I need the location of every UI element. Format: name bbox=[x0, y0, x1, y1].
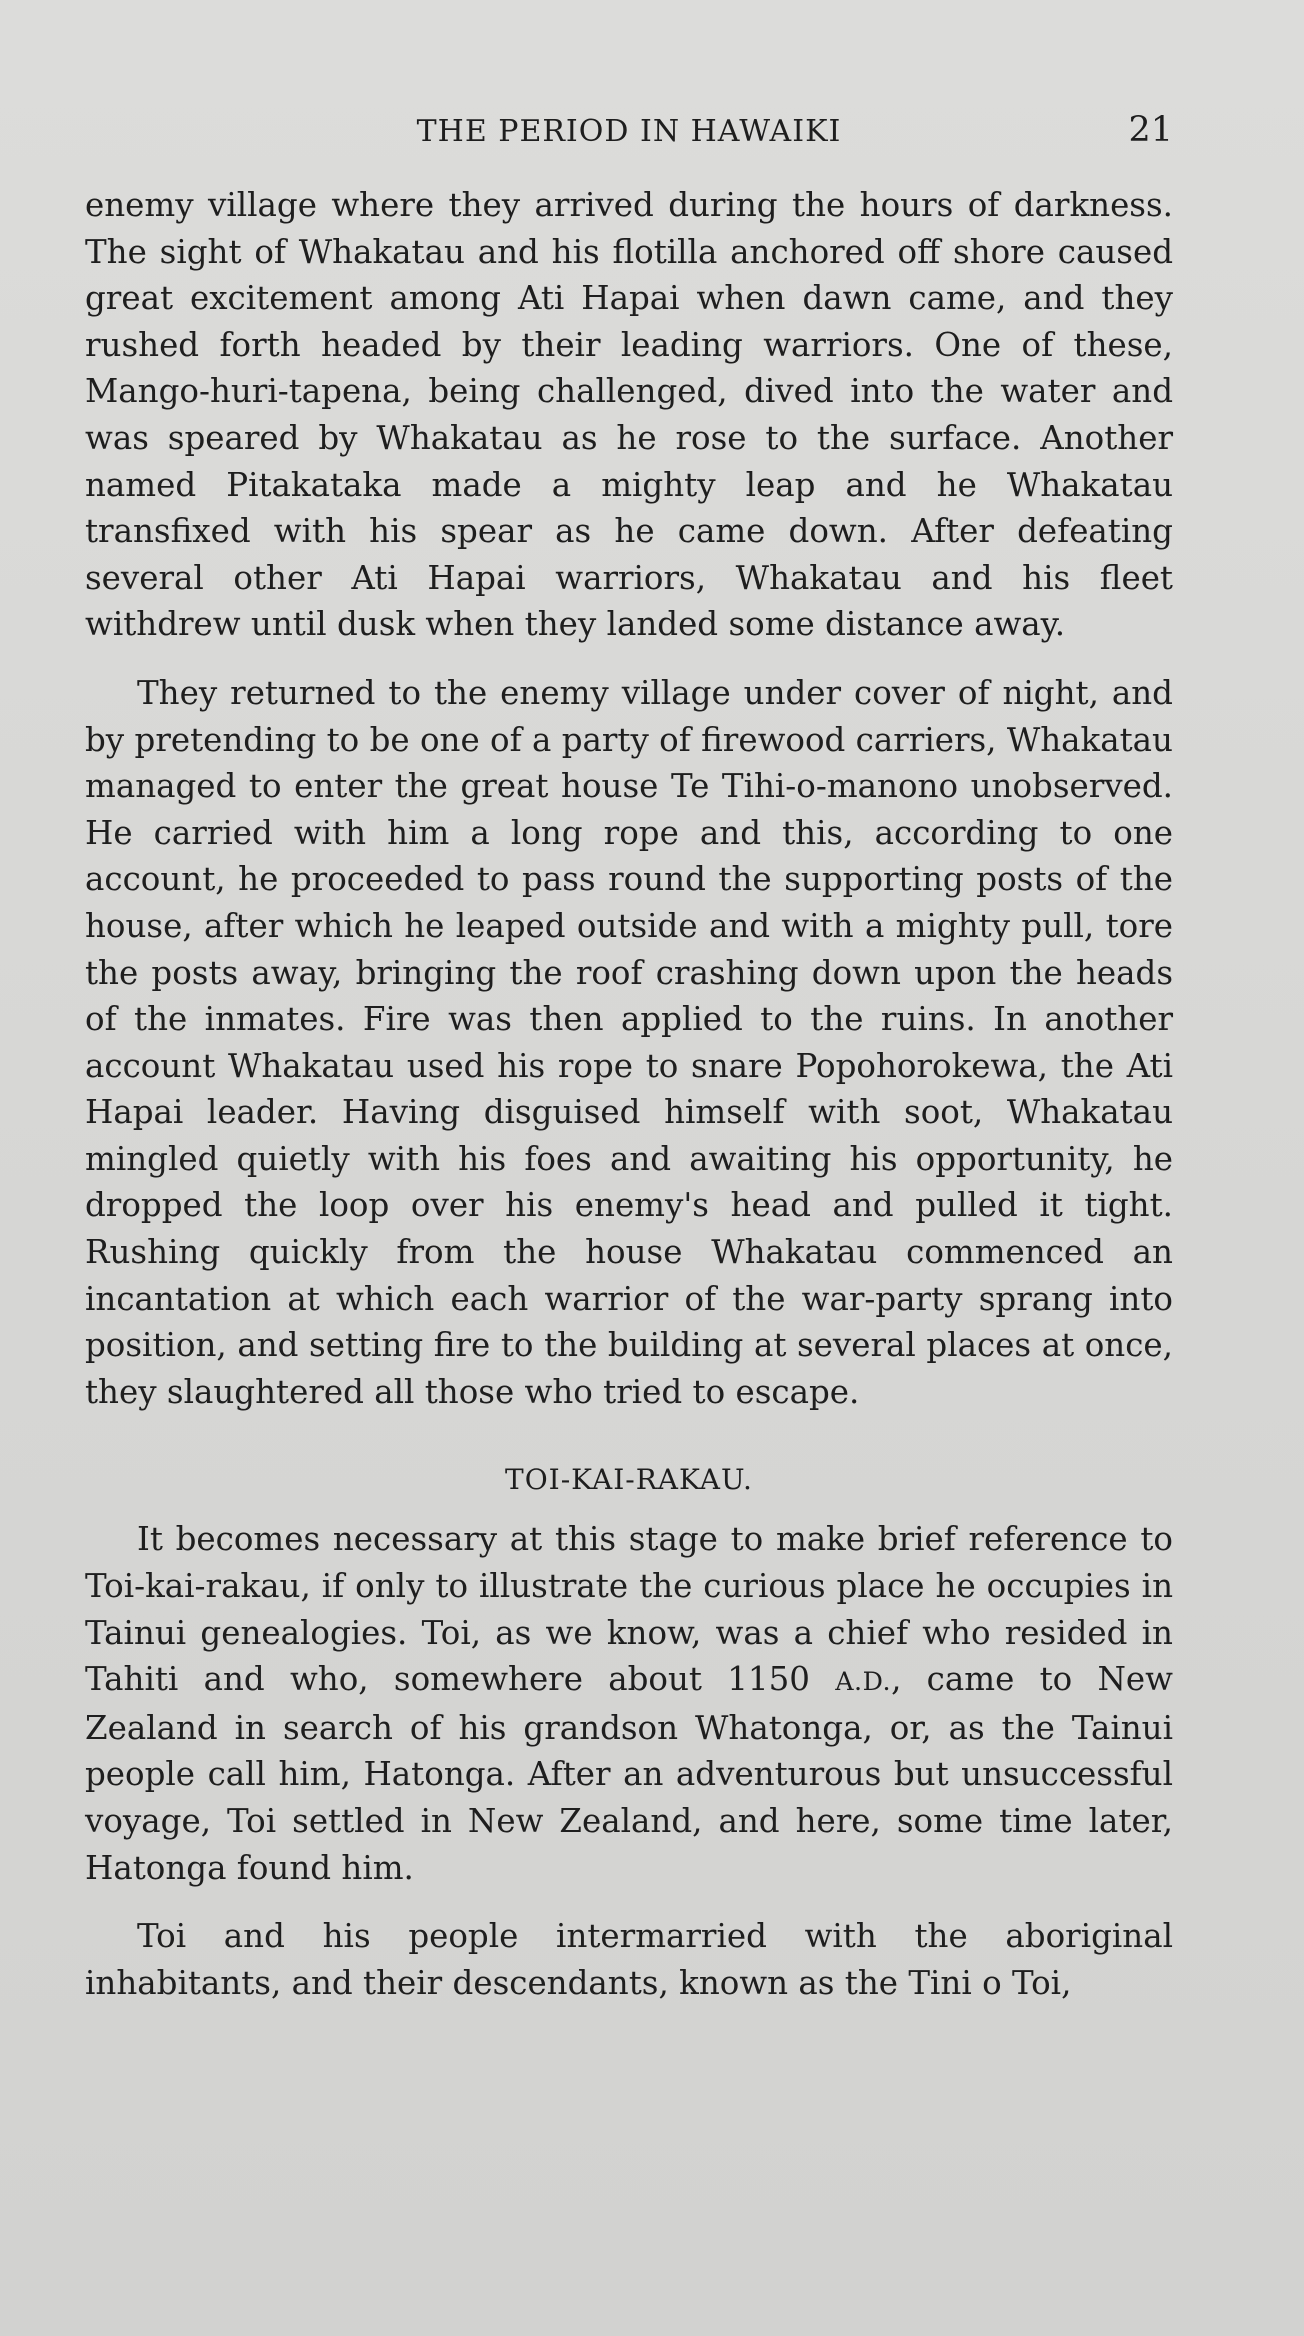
paragraph-toi-intro-part1: It becomes necessary at this stage to make brief reference to Toi-kai-rakau, if only to illustrate the curious place he occupies in Tainui genealogies. Toi, as we know, was a chief who resided in Tahiti and who, somewhere about 1150 bbox=[85, 1520, 1173, 1699]
running-title: THE PERIOD IN HAWAIKI bbox=[416, 114, 842, 149]
paragraph-toi-intermarried: Toi and his people intermarried with the aboriginal inhabitants, and their descendants, known as the Tini o Toi, bbox=[85, 1917, 1173, 2002]
section-heading-toi-kai-rakau: TOI-KAI-RAKAU. bbox=[505, 1463, 753, 1497]
running-head bbox=[85, 100, 1173, 160]
page-number: 21 bbox=[1128, 110, 1173, 150]
paragraph-whakatau-returns: They returned to the enemy village under cover of night, and by pretending to be one of a party of firewood carriers, Whakatau managed to enter the great house Te Tihi-o-manono unobserved. He carried with him a long rope and this, according to one account, he proceeded to pass round the supporting posts of the house, after which he leaped outside and with a mighty pull, tore the posts away, bringing the roof crashing down upon the heads of the inmates. Fire was then applied to the ruins. In another account Whakatau used his rope to snare Popohorokewa, the Ati Hapai leader. Having disguised himself with soot, Whakatau mingled quietly with his foes and awaiting his opportunity, he dropped the loop over his enemy's head and pulled it tight. Rushing quickly from the house Whakatau commenced an incantation at which each warrior of the war-party sprang into position, and setting fire to the building at several places at once, they slaughtered all those who tried to escape. bbox=[85, 673, 1173, 1411]
paragraph-toi-intro bbox=[85, 1516, 1173, 1891]
era-abbreviation: A.D. bbox=[835, 1666, 892, 1697]
paragraph-toi-intro-part2: , came to New Zealand in search of his grandson Whatonga, or, as the Tainui people call him, Hatonga. After an adventurous but unsuccessful voyage, Toi settled in New Zealand, and here, some time later, Hatonga found him. bbox=[85, 1660, 1173, 1887]
paragraph-continued: enemy village where they arrived during the hours of darkness. The sight of Whakatau and his flotilla anchored off shore caused great excitement among Ati Hapai when dawn came, and they rushed forth headed by their leading warriors. One of these, Mango-huri-tapena, being challenged, dived into the water and was speared by Whakatau as he rose to the surface. Another named Pitakataka made a mighty leap and he Whakatau transfixed with his spear as he came down. After defeating several other Ati Hapai warriors, Whakatau and his fleet withdrew until dusk when they landed some distance away. bbox=[85, 186, 1173, 644]
book-page bbox=[85, 100, 1173, 2028]
